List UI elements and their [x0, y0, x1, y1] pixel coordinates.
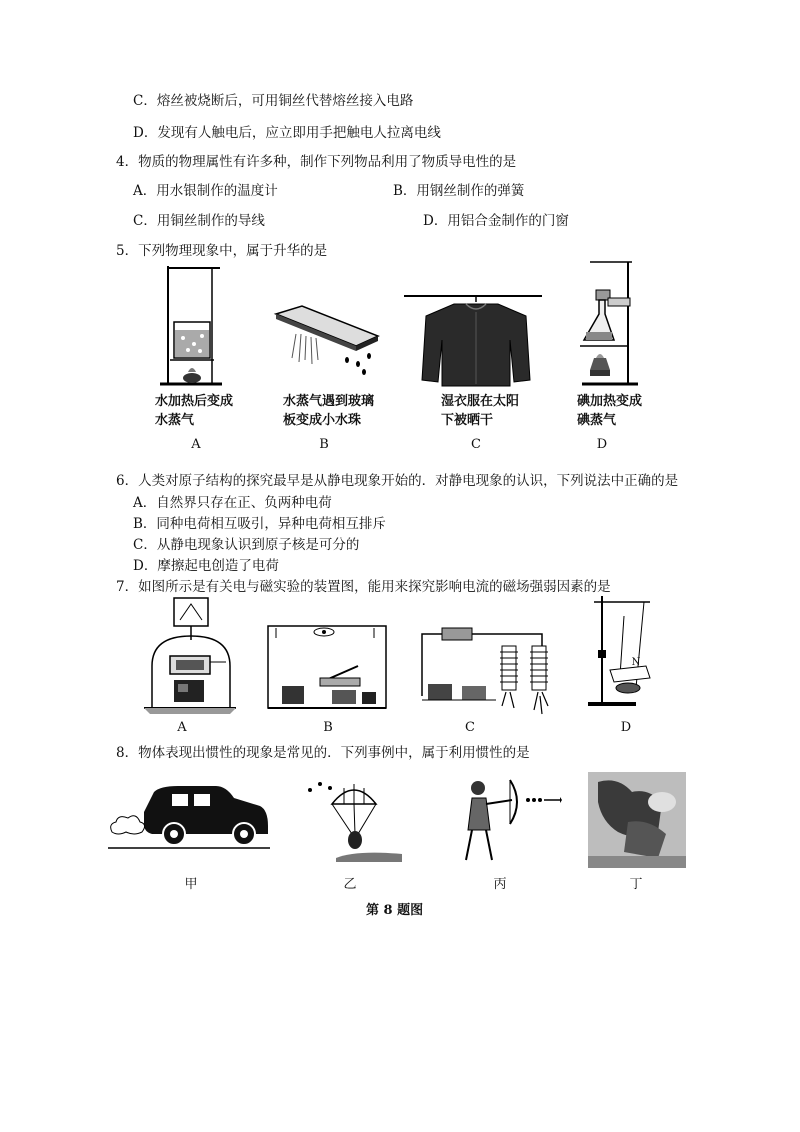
q7-figure-d-n-mark: N [631, 657, 641, 668]
q5-caption-b-line2: 板变成小水珠 [283, 413, 362, 428]
q5-caption-c-line1: 湿衣服在太阳 [441, 394, 520, 409]
q6-option-a: A．自然界只存在正、负两种电荷 [133, 495, 332, 511]
q5-figure-c-sweater [404, 290, 544, 388]
q7-stem: 7．如图所示是有关电与磁实验的装置图，能用来探究影响电流的磁场强弱因素的是 [116, 579, 611, 595]
q5-figure-b-glass-plate [272, 300, 382, 385]
q8-label-ding: 丁 [629, 877, 643, 892]
q5-label-a: A [191, 437, 201, 452]
q7-figure-c-apparatus [414, 626, 554, 718]
q3-option-c: C．熔丝被烧断后，可用铜丝代替熔丝接入电路 [133, 93, 414, 109]
q8-stem: 8．物体表现出惯性的现象是常见的．下列事例中，属于利用惯性的是 [116, 745, 530, 761]
q4-option-c: C．用铜丝制作的导线 [133, 213, 265, 229]
q8-figure-photo [588, 772, 686, 868]
q7-label-c: C [465, 720, 475, 735]
q8-label-yi: 乙 [343, 877, 357, 892]
q5-caption-a-line1: 水加热后变成 [155, 394, 234, 409]
q7-label-a: A [177, 720, 187, 735]
q5-figure-a-beaker [150, 262, 240, 387]
q4-stem: 4．物质的物理属性有许多种，制作下列物品利用了物质导电性的是 [116, 154, 517, 170]
q8-figure-caption: 第 8 题图 [366, 903, 424, 918]
q4-option-b: B．用钢丝制作的弹簧 [393, 183, 525, 199]
q6-stem: 6．人类对原子结构的探究最早是从静电现象开始的．对静电现象的认识，下列说法中正确的是 [116, 473, 679, 489]
q8-figure-car [108, 786, 270, 850]
q7-figure-b-apparatus [262, 620, 392, 716]
q5-caption-a-line2: 水蒸气 [155, 413, 195, 428]
q5-label-d: D [596, 437, 608, 452]
q5-caption-d-line1: 碘加热变成 [577, 394, 643, 409]
q8-figure-archer [452, 776, 562, 868]
q5-label-b: B [319, 437, 329, 452]
q5-figure-d-flask [572, 258, 652, 388]
q6-option-c: C．从静电现象认识到原子核是可分的 [133, 537, 360, 553]
q6-option-b: B．同种电荷相互吸引，异种电荷相互排斥 [133, 516, 386, 532]
q8-label-jia: 甲 [184, 877, 198, 892]
q8-figure-parachute [296, 778, 406, 864]
q4-option-a: A．用水银制作的温度计 [133, 183, 278, 199]
q5-caption-c-line2: 下被晒干 [441, 413, 494, 428]
q3-option-d: D．发现有人触电后，应立即用手把触电人拉离电线 [133, 125, 441, 141]
q7-label-b: B [323, 720, 333, 735]
q8-label-bing: 丙 [493, 877, 507, 892]
q5-caption-d-line2: 碘蒸气 [577, 413, 617, 428]
q7-figure-a-apparatus [140, 596, 240, 716]
q5-label-c: C [471, 437, 481, 452]
q4-option-d: D．用铝合金制作的门窗 [423, 213, 569, 229]
q5-stem: 5．下列物理现象中，属于升华的是 [116, 243, 328, 259]
q7-figure-d-apparatus [580, 592, 660, 716]
q6-option-d: D．摩擦起电创造了电荷 [133, 558, 279, 574]
q5-caption-b-line1: 水蒸气遇到玻璃 [283, 394, 375, 409]
q7-label-d: D [620, 720, 632, 735]
